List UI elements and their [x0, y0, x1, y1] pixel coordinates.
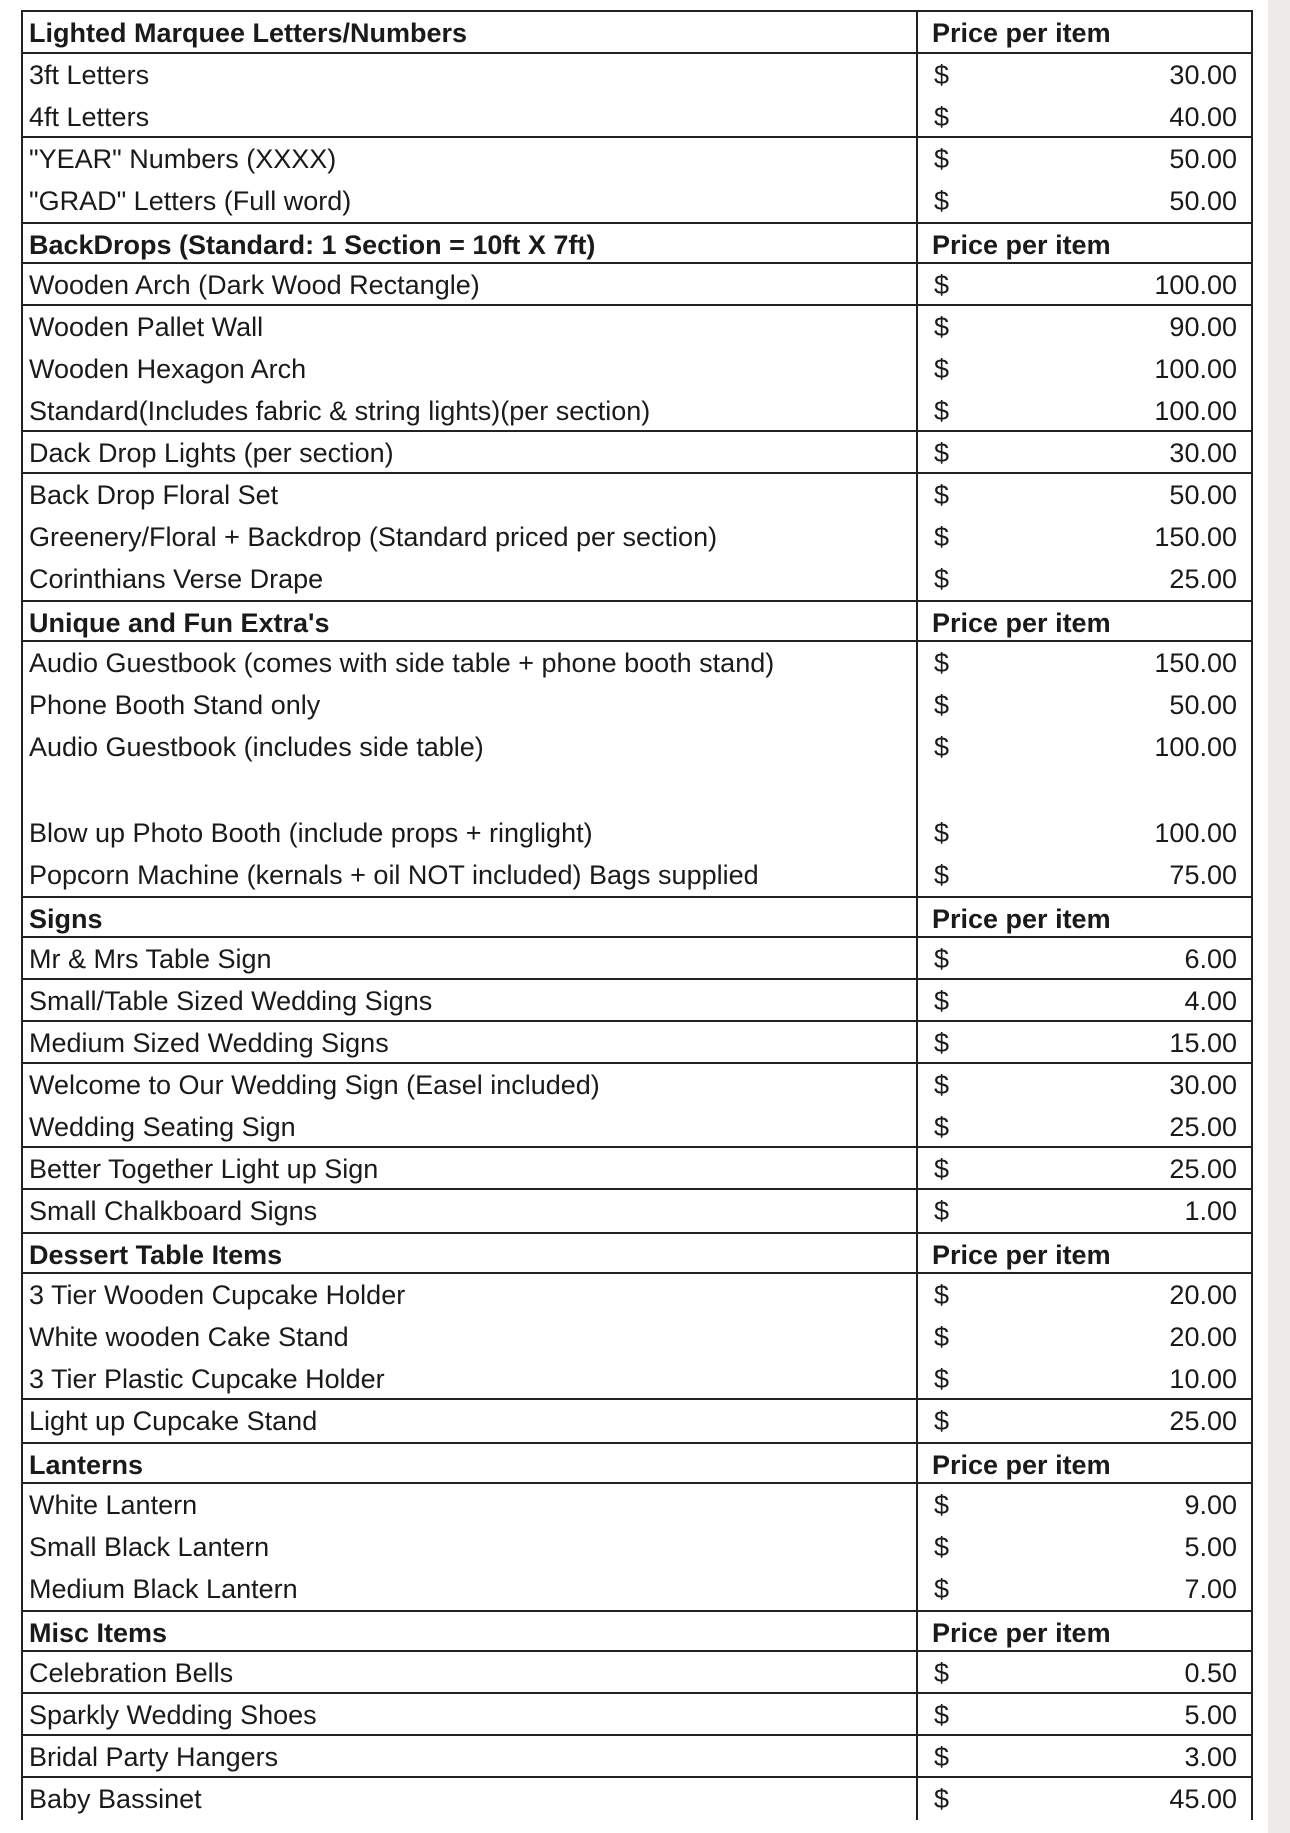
- item-name: Sparkly Wedding Shoes: [29, 1700, 317, 1730]
- item-price: 15.00: [1169, 1028, 1237, 1058]
- item-name: 3 Tier Plastic Cupcake Holder: [29, 1364, 385, 1394]
- item-name: Audio Guestbook (includes side table): [29, 732, 484, 762]
- currency-symbol: $: [916, 1652, 976, 1692]
- table-row: [23, 980, 1251, 1022]
- item-price: 30.00: [1169, 60, 1237, 90]
- price-table: [21, 10, 1253, 1820]
- item-price: 3.00: [1184, 1742, 1237, 1772]
- currency-symbol: $: [916, 1316, 976, 1358]
- item-name: Wooden Hexagon Arch: [29, 354, 307, 384]
- blank-cell: [23, 768, 916, 812]
- item-name: Medium Black Lantern: [29, 1574, 298, 1604]
- item-name: Wooden Arch (Dark Wood Rectangle): [29, 270, 480, 300]
- table-row: [23, 1316, 1251, 1358]
- table-row: [23, 1400, 1251, 1442]
- price-column-header: Price per item: [916, 224, 1251, 262]
- blank-cell: [976, 768, 1251, 812]
- blank-row: [23, 768, 1251, 812]
- currency-symbol: $: [916, 558, 976, 600]
- item-price: 10.00: [1169, 1364, 1237, 1394]
- item-price: 30.00: [1169, 438, 1237, 468]
- item-name: 3 Tier Wooden Cupcake Holder: [29, 1280, 406, 1310]
- table-row: [23, 264, 1251, 306]
- currency-symbol: $: [916, 642, 976, 684]
- item-name: Small/Table Sized Wedding Signs: [29, 986, 433, 1016]
- currency-symbol: $: [916, 1106, 976, 1146]
- section-header: [23, 12, 1251, 54]
- item-price: 150.00: [1154, 522, 1237, 552]
- table-row: [23, 516, 1251, 558]
- item-name: Better Together Light up Sign: [29, 1154, 379, 1184]
- item-price: 5.00: [1184, 1700, 1237, 1730]
- currency-symbol: $: [916, 1484, 976, 1526]
- table-row: [23, 1736, 1251, 1778]
- table-row: [23, 390, 1251, 432]
- item-name: Bridal Party Hangers: [29, 1742, 279, 1772]
- section-title: Lanterns: [29, 1450, 144, 1480]
- item-price: 100.00: [1154, 354, 1237, 384]
- table-row: [23, 432, 1251, 474]
- item-price: 50.00: [1169, 186, 1237, 216]
- currency-symbol: $: [916, 812, 976, 854]
- item-price: 90.00: [1169, 312, 1237, 342]
- section-header: [23, 1232, 1251, 1274]
- item-price: 25.00: [1169, 1112, 1237, 1142]
- currency-symbol: $: [916, 684, 976, 726]
- currency-symbol: $: [916, 1190, 976, 1232]
- item-name: White wooden Cake Stand: [29, 1322, 349, 1352]
- table-row: [23, 1484, 1251, 1526]
- section-title: Misc Items: [29, 1618, 168, 1648]
- currency-symbol: $: [916, 1274, 976, 1316]
- item-price: 100.00: [1154, 818, 1237, 848]
- currency-symbol: $: [916, 54, 976, 96]
- item-price: 30.00: [1169, 1070, 1237, 1100]
- price-column-header: Price per item: [916, 1612, 1251, 1650]
- item-name: Standard(Includes fabric & string lights)(per section): [29, 396, 651, 426]
- item-name: Mr & Mrs Table Sign: [29, 944, 272, 974]
- table-row: [23, 1064, 1251, 1106]
- section-header: [23, 1442, 1251, 1484]
- item-price: 0.50: [1184, 1658, 1237, 1688]
- table-row: [23, 684, 1251, 726]
- table-row: [23, 1106, 1251, 1148]
- table-row: [23, 1022, 1251, 1064]
- item-price: 1.00: [1184, 1196, 1237, 1226]
- item-price: 25.00: [1169, 564, 1237, 594]
- currency-symbol: $: [916, 306, 976, 348]
- section-title: Lighted Marquee Letters/Numbers: [29, 18, 468, 48]
- section-title: Dessert Table Items: [29, 1240, 283, 1270]
- section-title: BackDrops (Standard: 1 Section = 10ft X 7ft): [29, 230, 596, 260]
- currency-symbol: $: [916, 1694, 976, 1734]
- item-price: 5.00: [1184, 1532, 1237, 1562]
- item-price: 100.00: [1154, 732, 1237, 762]
- table-row: [23, 854, 1251, 896]
- currency-symbol: $: [916, 390, 976, 430]
- item-name: Light up Cupcake Stand: [29, 1406, 318, 1436]
- item-price: 150.00: [1154, 648, 1237, 678]
- price-column-header: Price per item: [916, 1234, 1251, 1272]
- price-column-header: Price per item: [916, 602, 1251, 640]
- table-row: [23, 1778, 1251, 1820]
- currency-symbol: $: [916, 1778, 976, 1820]
- currency-symbol: $: [916, 138, 976, 180]
- item-name: Phone Booth Stand only: [29, 690, 321, 720]
- table-row: [23, 474, 1251, 516]
- item-name: Back Drop Floral Set: [29, 480, 279, 510]
- currency-symbol: $: [916, 1358, 976, 1398]
- currency-symbol: $: [916, 938, 976, 978]
- table-row: [23, 138, 1251, 180]
- currency-symbol: $: [916, 1736, 976, 1776]
- item-name: Celebration Bells: [29, 1658, 234, 1688]
- table-row: [23, 938, 1251, 980]
- item-price: 40.00: [1169, 102, 1237, 132]
- item-price: 100.00: [1154, 396, 1237, 426]
- section-header: [23, 1610, 1251, 1652]
- table-row: [23, 558, 1251, 600]
- price-column-header: Price per item: [916, 1444, 1251, 1482]
- table-row: [23, 812, 1251, 854]
- item-price: 50.00: [1169, 690, 1237, 720]
- blank-cell: [916, 768, 976, 812]
- table-row: [23, 1274, 1251, 1316]
- item-price: 50.00: [1169, 144, 1237, 174]
- currency-symbol: $: [916, 1568, 976, 1610]
- currency-symbol: $: [916, 96, 976, 136]
- table-row: [23, 726, 1251, 768]
- item-price: 20.00: [1169, 1280, 1237, 1310]
- item-name: Medium Sized Wedding Signs: [29, 1028, 389, 1058]
- table-row: [23, 1358, 1251, 1400]
- item-name: Corinthians Verse Drape: [29, 564, 324, 594]
- table-row: [23, 1694, 1251, 1736]
- currency-symbol: $: [916, 980, 976, 1020]
- currency-symbol: $: [916, 516, 976, 558]
- currency-symbol: $: [916, 432, 976, 472]
- table-row: [23, 1652, 1251, 1694]
- item-name: Baby Bassinet: [29, 1784, 202, 1814]
- item-name: Blow up Photo Booth (include props + ringlight): [29, 818, 593, 848]
- table-row: [23, 348, 1251, 390]
- item-name: White Lantern: [29, 1490, 198, 1520]
- item-name: "GRAD" Letters (Full word): [29, 186, 352, 216]
- currency-symbol: $: [916, 1400, 976, 1442]
- price-column-header: Price per item: [916, 898, 1251, 936]
- table-row: [23, 1148, 1251, 1190]
- item-name: Audio Guestbook (comes with side table + phone booth stand): [29, 648, 775, 678]
- item-price: 45.00: [1169, 1784, 1237, 1814]
- section-header: [23, 896, 1251, 938]
- section-title: Unique and Fun Extra's: [29, 608, 330, 638]
- item-name: Dack Drop Lights (per section): [29, 438, 394, 468]
- item-name: 3ft Letters: [29, 60, 150, 90]
- item-price: 4.00: [1184, 986, 1237, 1016]
- currency-symbol: $: [916, 474, 976, 516]
- item-price: 9.00: [1184, 1490, 1237, 1520]
- currency-symbol: $: [916, 1064, 976, 1106]
- currency-symbol: $: [916, 180, 976, 222]
- currency-symbol: $: [916, 348, 976, 390]
- price-column-header: Price per item: [916, 12, 1251, 52]
- item-price: 100.00: [1154, 270, 1237, 300]
- item-name: Greenery/Floral + Backdrop (Standard priced per section): [29, 522, 718, 552]
- item-name: Popcorn Machine (kernals + oil NOT included) Bags supplied: [29, 860, 759, 890]
- currency-symbol: $: [916, 1022, 976, 1062]
- item-name: "YEAR" Numbers (XXXX): [29, 144, 337, 174]
- table-row: [23, 1526, 1251, 1568]
- currency-symbol: $: [916, 726, 976, 768]
- table-row: [23, 306, 1251, 348]
- item-name: 4ft Letters: [29, 102, 150, 132]
- table-row: [23, 54, 1251, 96]
- table-row: [23, 1568, 1251, 1610]
- item-name: Small Black Lantern: [29, 1532, 270, 1562]
- table-row: [23, 96, 1251, 138]
- currency-symbol: $: [916, 1148, 976, 1188]
- item-name: Wedding Seating Sign: [29, 1112, 296, 1142]
- item-price: 6.00: [1184, 944, 1237, 974]
- item-name: Welcome to Our Wedding Sign (Easel included): [29, 1070, 600, 1100]
- item-name: Wooden Pallet Wall: [29, 312, 264, 342]
- currency-symbol: $: [916, 854, 976, 896]
- item-price: 75.00: [1169, 860, 1237, 890]
- table-row: [23, 1190, 1251, 1232]
- section-title: Signs: [29, 904, 103, 934]
- section-header: [23, 222, 1251, 264]
- currency-symbol: $: [916, 1526, 976, 1568]
- item-price: 50.00: [1169, 480, 1237, 510]
- item-name: Small Chalkboard Signs: [29, 1196, 318, 1226]
- item-price: 25.00: [1169, 1154, 1237, 1184]
- item-price: 25.00: [1169, 1406, 1237, 1436]
- section-header: [23, 600, 1251, 642]
- item-price: 7.00: [1184, 1574, 1237, 1604]
- table-row: [23, 642, 1251, 684]
- table-row: [23, 180, 1251, 222]
- currency-symbol: $: [916, 264, 976, 304]
- item-price: 20.00: [1169, 1322, 1237, 1352]
